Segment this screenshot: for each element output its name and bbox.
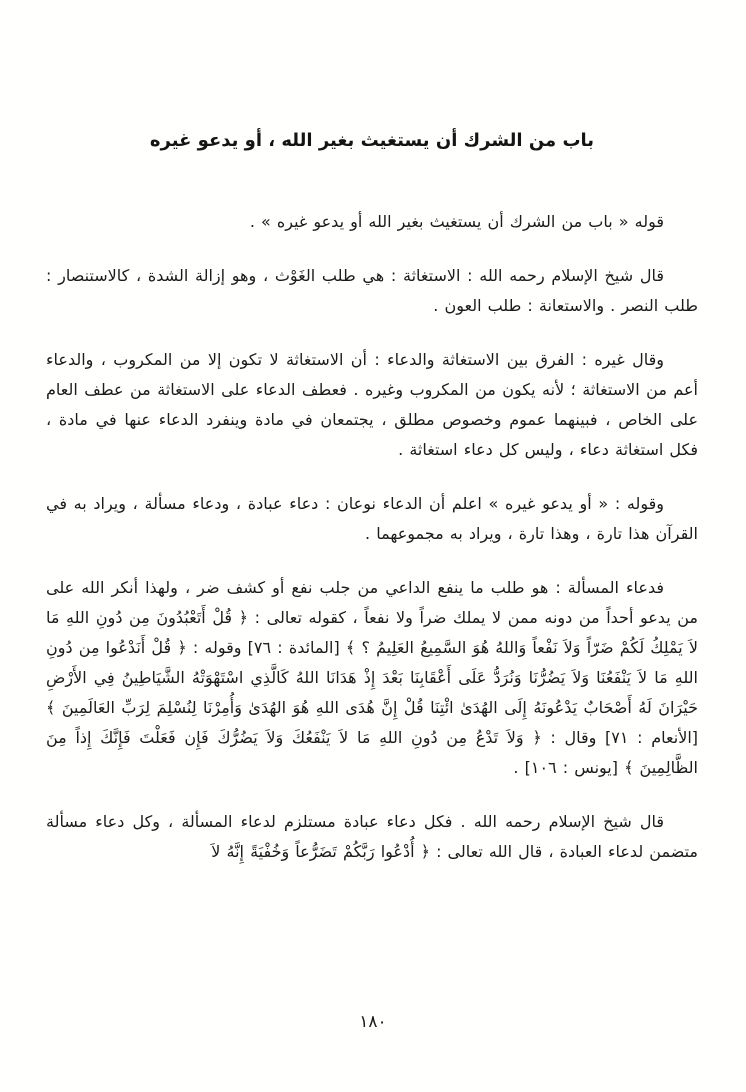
paragraph-3: وقال غيره : الفرق بين الاستغاثة والدعاء : أن الاستغاثة لا تكون إلا من المكروب ، والدعاء أعم من الاستغاثة ؛ لأنه يكون من المكروب وغيره . فعطف الدعاء على الاستغاثة من عطف العام على الخاص ، فبينهما عموم وخصوص مطلق ، يجتمعان في مادة وينفرد الدعاء عنها في مادة ، فكل استغاثة دعاء ، وليس كل دعاء استغاثة . [46,350,698,459]
paragraph-6: قال شيخ الإسلام رحمه الله . فكل دعاء عبادة مستلزم لدعاء المسألة ، وكل دعاء مسألة متضمن لدعاء العبادة ، قال الله تعالى : ﴿ أُدْعُوا رَبَّكُمْ تَضَرُّعاً وَخُفْيَةً إِنَّهُ لاَ [46,812,698,861]
page-number: ١٨٠ [359,1012,387,1032]
paragraph-5: فدعاء المسألة : هو طلب ما ينفع الداعي من جلب نفع أو كشف ضر ، ولهذا أنكر الله على من يدعو أحداً من دونه ممن لا يملك ضراً ولا نفعاً ، كقوله تعالى : ﴿ قُلْ أَتَعْبُدُونَ مِن دُونِ اللهِ مَا لاَ يَمْلِكُ لَكُمْ ضَرّاً وَلاَ نَفْعاً وَاللهُ هُوَ السَّمِيعُ العَلِيمُ ؟ ﴾ [المائدة : ٧٦] وقوله : ﴿ قُلْ أَنَدْعُوا مِن دُونِ اللهِ مَا لاَ يَنْفَعُنَا وَلاَ يَضُرُّنَا وَنُرَدُّ عَلَى أَعْقَابِنَا بَعْدَ إِذْ هَدَانَا اللهُ كَالَّذِي اسْتَهْوَتْهُ الشَّيَاطِينُ فِي الأَرْضِ حَيْرَانَ لَهُ أَصْحَابٌ يَدْعُونَهُ إِلَى الهُدَىٰ ائْتِنَا قُلْ إِنَّ هُدَى اللهِ هُوَ الهُدَىٰ وَأُمِرْنَا لِنُسْلِمَ لِرَبِّ العَالَمِينَ ﴾ [الأنعام : ٧١] وقال : ﴿ وَلاَ تَدْعُ مِن دُونِ اللهِ مَا لاَ يَنْفَعُكَ وَلاَ يَضُرُّكَ فَإِن فَعَلْتَ فَإِنَّكَ إِذاً مِنَ الظَّالِمِينَ ﴾ [يونس : ١٠٦] . [46,578,699,777]
body-text [46,207,698,867]
paragraph-2: قال شيخ الإسلام رحمه الله : الاستغاثة : هي طلب الغَوْث ، وهو إزالة الشدة ، كالاستنصار : طلب النصر . والاستعانة : طلب العون . [46,266,698,315]
paragraph-1: قوله « باب من الشرك أن يستغيث بغير الله أو يدعو غيره » . [249,212,664,231]
chapter-title: باب من الشرك أن يستغيث بغير الله ، أو يدعو غيره [149,130,595,151]
paragraph-4: وقوله : « أو يدعو غيره » اعلم أن الدعاء نوعان : دعاء عبادة ، ودعاء مسألة ، ويراد به في القرآن هذا تارة ، وهذا تارة ، ويراد به مجموعهما . [46,494,698,543]
